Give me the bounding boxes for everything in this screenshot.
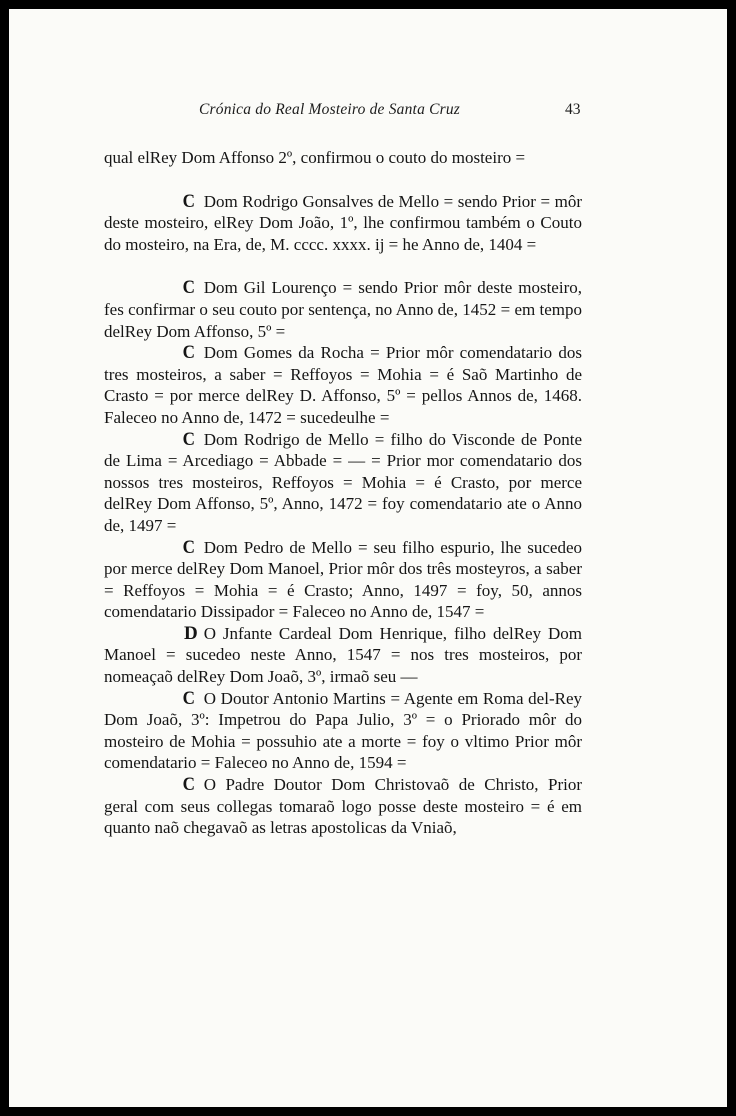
body-text bbox=[104, 147, 582, 839]
paragraph-text: O Padre Doutor Dom Christovaõ de Christo, Prior geral com seus collegas tomaraõ logo posse deste mosteiro = é em quanto naõ chegavaõ as letras apostolicas da Vniaõ, bbox=[104, 775, 582, 838]
paragraph-text: qual elRey Dom Affonso 2º, confirmou o couto do mosteiro = bbox=[104, 148, 526, 167]
page-number: 43 bbox=[565, 101, 581, 118]
paragraph-mark-icon: D bbox=[184, 622, 198, 644]
paragraph-mark-icon: C bbox=[182, 774, 196, 796]
page-header bbox=[9, 101, 727, 123]
paragraph-mark-icon: C bbox=[182, 428, 196, 450]
paragraph bbox=[104, 147, 582, 169]
paragraph-text: Dom Rodrigo Gonsalves de Mello = sendo Prior = môr deste mosteiro, elRey Dom João, 1º, lhe confirmou também o Couto do mosteiro, na Era, de, M. cccc. xxxx. ij = he Anno de, 1404 = bbox=[104, 191, 582, 254]
paragraph bbox=[104, 537, 582, 623]
paragraph bbox=[104, 342, 582, 428]
paragraph-text: Dom Pedro de Mello = seu filho espurio, lhe sucedeo por merce delRey Dom Manoel, Prior môr dos três mosteyros, a saber = Reffoyos = Mohia = é Crasto; Anno, 1497 = foy, 50, annos comendatario Dissipador = Faleceo no Anno de, 1547 = bbox=[104, 537, 582, 622]
paragraph bbox=[104, 277, 582, 342]
paragraph bbox=[104, 429, 582, 537]
paragraph-mark-icon: C bbox=[182, 342, 196, 364]
paragraph bbox=[104, 774, 582, 839]
paragraph bbox=[104, 191, 582, 256]
paragraph bbox=[104, 623, 582, 688]
paragraph-text: Dom Gomes da Rocha = Prior môr comendatario dos tres mosteiros, a saber = Reffoyos = Mohia = é Saõ Martinho de Crasto = por merce delRey D. Affonso, 5º = pellos Annos de, 1468. Faleceo no Anno de, 1472 = sucedeulhe = bbox=[104, 343, 582, 427]
running-title: Crónica do Real Mosteiro de Santa Cruz bbox=[199, 101, 461, 118]
paragraph-mark-icon: C bbox=[182, 687, 196, 709]
paragraph-text: Dom Rodrigo de Mello = filho do Visconde de Ponte de Lima = Arcediago = Abbade = — = Prior mor comendatario dos nossos tres mosteiros, Reffoyos = Mohia = é Crasto, por merce delRey Dom Affonso, 5º, Anno, 1472 = foy comendatario ate o Anno de, 1497 = bbox=[104, 429, 582, 535]
paragraph-mark-icon: C bbox=[182, 190, 196, 212]
paragraph-mark-icon: C bbox=[182, 277, 196, 299]
paragraph bbox=[104, 688, 582, 774]
paragraph-text: Dom Gil Lourenço = sendo Prior môr deste mosteiro, fes confirmar o seu couto por sentença, no Anno de, 1452 = em tempo delRey Dom Affonso, 5º = bbox=[104, 278, 582, 341]
scanned-page bbox=[9, 9, 727, 1107]
paragraph-text: O Jnfante Cardeal Dom Henrique, filho delRey Dom Manoel = sucedeo neste Anno, 1547 = nos tres mosteiros, por nomeaçaõ delRey Dom Joaõ, 3º, irmaõ seu — bbox=[104, 623, 582, 687]
paragraph-text: O Doutor Antonio Martins = Agente em Roma del-Rey Dom Joaõ, 3º: Impetrou do Papa Julio, 3º = o Priorado môr do mosteiro de Mohia = possuhio ate a morte = foy o vltimo Prior môr comendatario = Faleceo no Anno de, 1594 = bbox=[104, 688, 582, 773]
paragraph-mark-icon: C bbox=[182, 536, 196, 558]
